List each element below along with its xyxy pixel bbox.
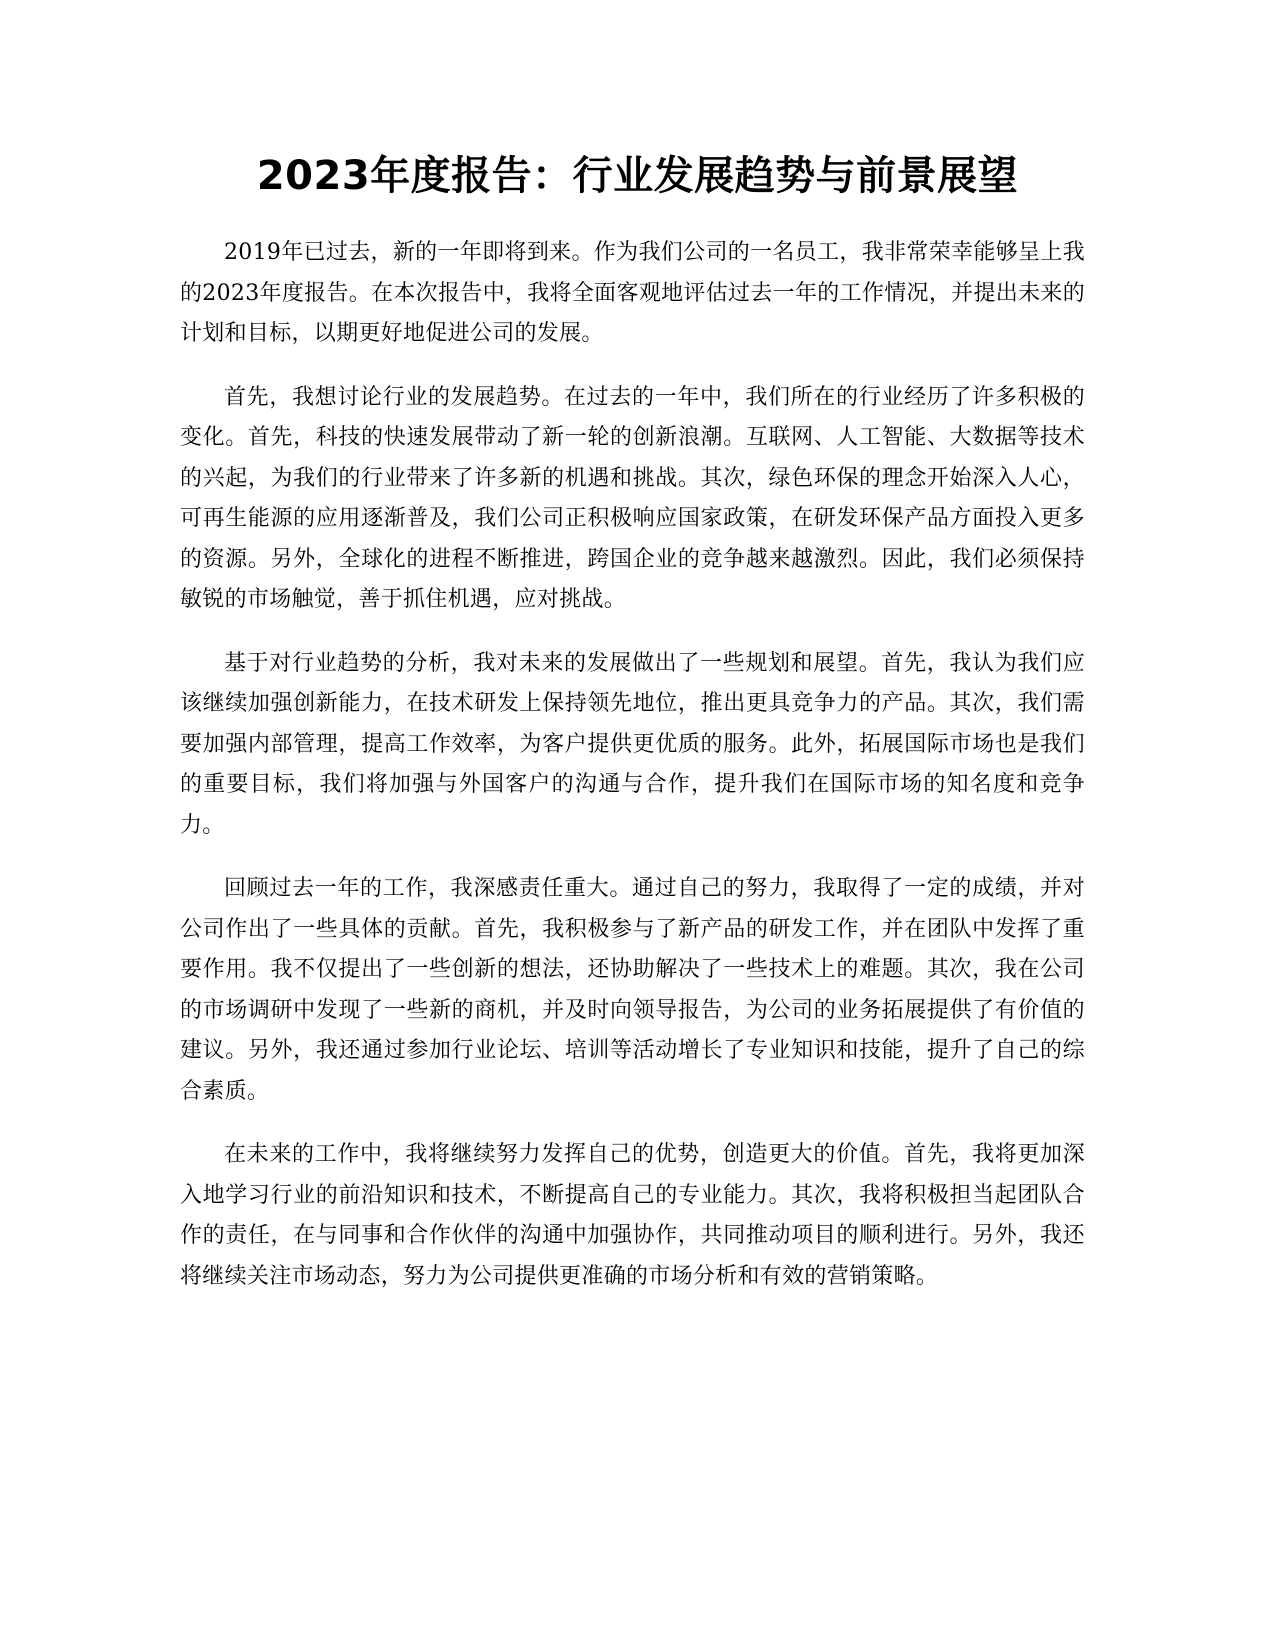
paragraph-industry-trends: 首先，我想讨论行业的发展趋势。在过去的一年中，我们所在的行业经历了许多积极的变化。首先，科技的快速发展带动了新一轮的创新浪潮。互联网、人工智能、大数据等技术的兴起，为我们的行业带来了许多新的机遇和挑战。其次，绿色环保的理念开始深入人心，可再生能源的应用逐渐普及，我们公司正积极响应国家政策，在研发环保产品方面投入更多的资源。另外，全球化的进程不断推进，跨国企业的竞争越来越激烈。因此，我们必须保持敏锐的市场触觉，善于抓住机遇，应对挑战。 [180,384,1085,612]
paragraph-intro: 2019年已过去，新的一年即将到来。作为我们公司的一名员工，我非常荣幸能够呈上我的2023年度报告。在本次报告中，我将全面客观地评估过去一年的工作情况，并提出未来的计划和目标，以期更好地促进公司的发展。 [180,240,1085,346]
document-body [180,233,1085,1320]
paragraph-future-work: 在未来的工作中，我将继续努力发挥自己的优势，创造更大的价值。首先，我将更加深入地学习行业的前沿知识和技术，不断提高自己的专业能力。其次，我将积极担当起团队合作的责任，在与同事和合作伙伴的沟通中加强协作，共同推动项目的顺利进行。另外，我还将继续关注市场动态，努力为公司提供更准确的市场分析和有效的营销策略。 [180,1142,1085,1289]
paragraph-work-review: 回顾过去一年的工作，我深感责任重大。通过自己的努力，我取得了一定的成绩，并对公司作出了一些具体的贡献。首先，我积极参与了新产品的研发工作，并在团队中发挥了重要作用。我不仅提出了一些创新的想法，还协助解决了一些技术上的难题。其次，我在公司的市场调研中发现了一些新的商机，并及时向领导报告，为公司的业务拓展提供了有价值的建议。另外，我还通过参加行业论坛、培训等活动增长了专业知识和技能，提升了自己的综合素质。 [180,876,1085,1104]
paragraph-future-plans: 基于对行业趋势的分析，我对未来的发展做出了一些规划和展望。首先，我认为我们应该继续加强创新能力，在技术研发上保持领先地位，推出更具竞争力的产品。其次，我们需要加强内部管理，提高工作效率，为客户提供更优质的服务。此外，拓展国际市场也是我们的重要目标，我们将加强与外国客户的沟通与合作，提升我们在国际市场的知名度和竞争力。 [180,650,1085,838]
document-title: 2023年度报告：行业发展趋势与前景展望 [256,153,1019,199]
